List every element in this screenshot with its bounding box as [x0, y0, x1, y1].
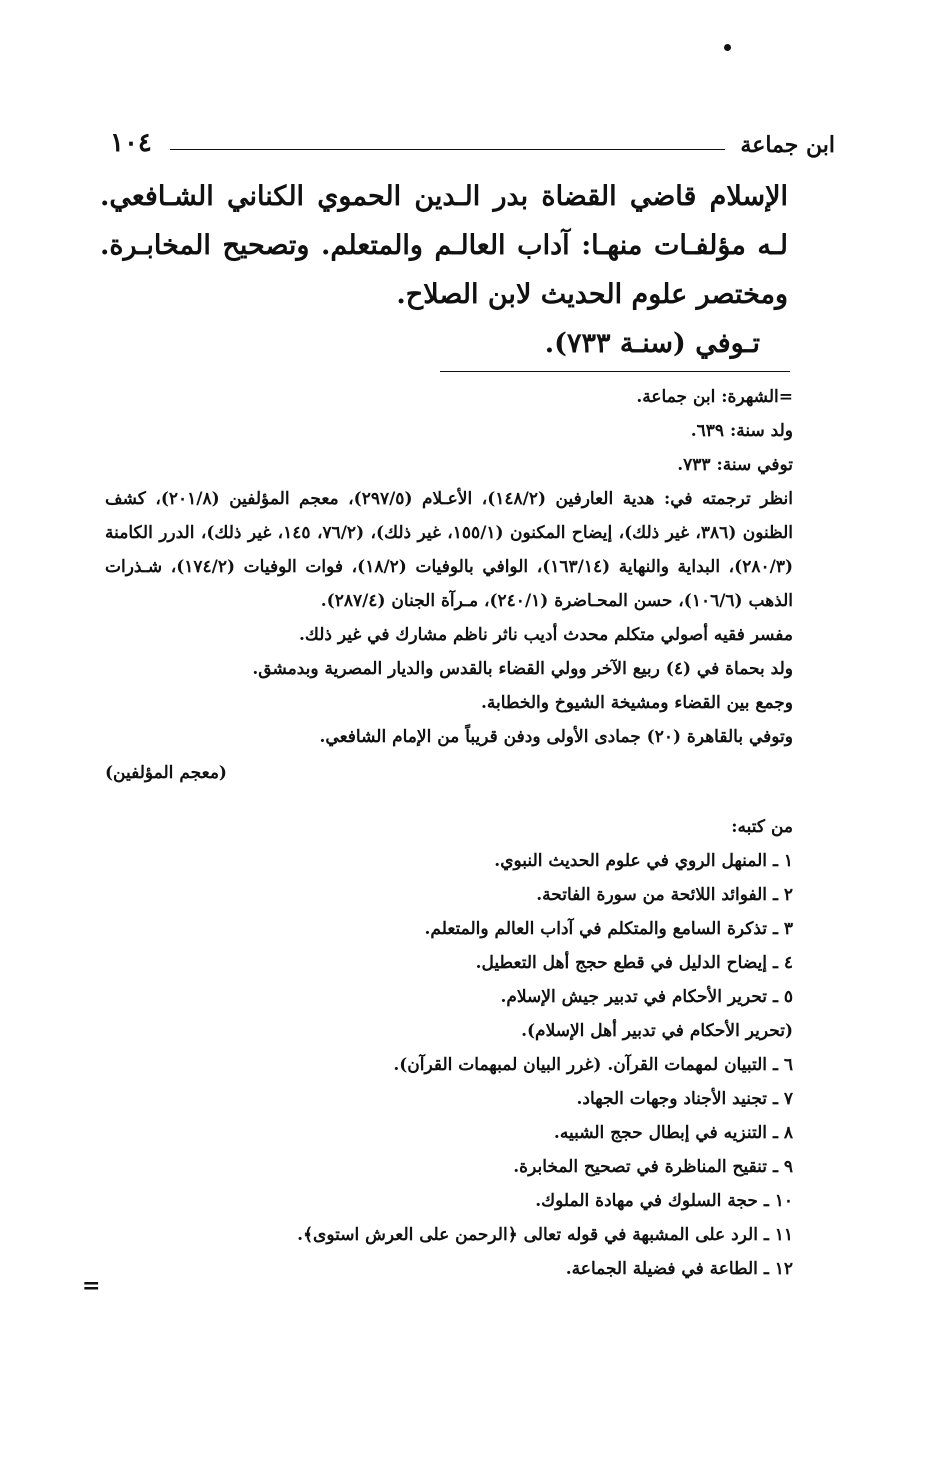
book-item: ٤ ـ إيضاح الدليل في قطع حجج أهل التعطيل.	[475, 953, 793, 973]
died-line: توفي سنة: ٧٣٣.	[677, 455, 793, 475]
book-item: (تحرير الأحكام في تدبير أهل الإسلام).	[521, 1021, 793, 1041]
continuation-mark: =	[82, 1273, 101, 1299]
main-body	[100, 172, 788, 368]
book-item: ٧ ـ تجنيد الأجناد وجهات الجهاد.	[576, 1089, 793, 1109]
footnotes	[105, 380, 793, 1286]
book-item: ٦ ـ التبيان لمهمات القرآن. (غرر البيان لمبهمات القرآن).	[393, 1055, 793, 1075]
book-item: ٨ ـ التنزيه في إبطال حجج الشبيه.	[553, 1123, 793, 1143]
header-rule	[170, 149, 725, 150]
book-item: ٥ ـ تحرير الأحكام في تدبير جيش الإسلام.	[500, 987, 793, 1007]
main-paragraph: الإسلام قاضي القضاة بدر الـدين الحموي الكناني الشـافعي. لـه مؤلفـات منهـا: آداب العالـم والمتعلم. وتصحيح المخابـرة. ومختصر علوم الحديث لابن الصلاح.	[100, 181, 788, 310]
source-citation: (معجم المؤلفين)	[105, 763, 227, 783]
ink-dot	[724, 44, 731, 51]
page-number: ١٠٤	[110, 128, 152, 158]
book-item: ٢ ـ الفوائد اللائحة من سورة الفاتحة.	[536, 885, 793, 905]
book-item: ٣ ـ تذكرة السامع والمتكلم في آداب العالم والمتعلم.	[424, 919, 793, 939]
book-item: ١٠ ـ حجة السلوك في مهادة الملوك.	[535, 1191, 793, 1211]
books-heading: من كتبه:	[731, 817, 793, 837]
footnote-separator	[440, 371, 790, 372]
biography-references: انظر ترجمته في: هدية العارفين (١٤٨/٢)، الأعـلام (٢٩٧/٥)، معجم المؤلفين (٢٠١/٨)، كشف الظنون (٣٨٦، غير ذلك)، إيضاح المكنون (١٥٥/١، غير ذلك)، (٧٦/٢، ١٤٥، غير ذلك)، الدرر الكامنة (٢٨٠/٣)، البداية والنهاية (١٦٣/١٤)، الوافي بالوفيات (١٨/٢)، فوات الوفيات (١٧٤/٢)، شـذرات الذهب (١٠٦/٦)، حسن المحـاضرة (٢٤٠/١)، مـرآة الجنان (٢٨٧/٤).	[105, 489, 794, 611]
description-line: وجمع بين القضاء ومشيخة الشيوخ والخطابة.	[480, 693, 793, 713]
page-header	[110, 128, 835, 168]
book-item: ٩ ـ تنقيح المناظرة في تصحيح المخابرة.	[513, 1157, 793, 1177]
born-line: ولد سنة: ٦٣٩.	[690, 421, 793, 441]
book-item: ١١ ـ الرد على المشبهة في قوله تعالى ﴿الرحمن على العرش استوى﴾.	[297, 1225, 793, 1245]
running-title: ابن جماعة	[740, 132, 835, 158]
death-year-line: تـوفي (سنـة ٧٣٣).	[544, 328, 760, 359]
description-line: ولد بحماة في (٤) ربيع الآخر وولي القضاء بالقدس والديار المصرية وبدمشق.	[252, 659, 793, 679]
book-item: ١ ـ المنهل الروي في علوم الحديث النبوي.	[494, 851, 793, 871]
description-line: مفسر فقيه أصولي متكلم محدث أديب ناثر ناظم مشارك في غير ذلك.	[298, 625, 793, 645]
fame-line: =الشهرة: ابن جماعة.	[636, 387, 793, 407]
book-item: ١٢ ـ الطاعة في فضيلة الجماعة.	[565, 1259, 793, 1279]
description-line: وتوفي بالقاهرة (٢٠) جمادى الأولى ودفن قريباً من الإمام الشافعي.	[319, 727, 793, 747]
